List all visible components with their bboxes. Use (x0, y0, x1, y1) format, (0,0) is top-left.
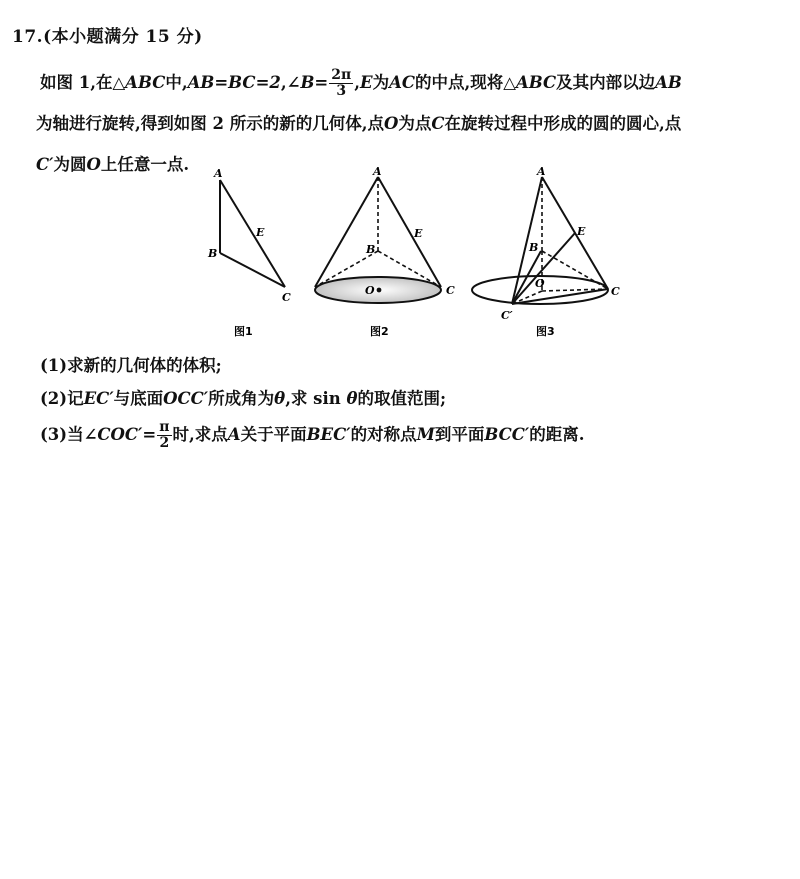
plane-bec-prime: BEC′ (306, 425, 351, 444)
fraction-denominator: 2 (159, 435, 170, 451)
fig1-label-e: E (256, 226, 265, 239)
fig3-label-e: E (577, 225, 586, 238)
q3-text: 关于平面 (240, 425, 307, 444)
plane-occ-prime: OCC′ (163, 389, 209, 408)
fig2-label-e: E (414, 227, 423, 240)
equation-ab-bc: AB=BC=2 (187, 73, 281, 92)
fig3-label-b: B (529, 241, 539, 254)
fig2-label-a: A (373, 165, 382, 178)
fig3-caption: 图3 (536, 325, 555, 338)
fig3-label-c-prime: C′ (501, 309, 513, 322)
segment-ac: AC (389, 73, 415, 92)
fraction-numerator: 2π (331, 67, 352, 83)
fig3-label-c: C (611, 285, 620, 298)
q3-text: 的距离. (529, 425, 585, 444)
intro-text: 为圆 (53, 155, 87, 174)
q2-text: ,求 sin (285, 389, 341, 408)
fig1-label-b: B (208, 247, 218, 260)
fraction-2pi-3 (329, 68, 353, 99)
fig1-label-a: A (214, 167, 223, 180)
q2-text: 的取值范围; (357, 389, 447, 408)
intro-line-2 (36, 103, 788, 144)
segment-ec-prime: EC′ (83, 389, 114, 408)
intro-text: 中, (165, 73, 188, 92)
angle-b: B (300, 73, 315, 92)
fraction-denominator: 3 (336, 83, 347, 99)
question-3 (40, 420, 584, 451)
q2-text: 所成角为 (208, 389, 275, 408)
point-c-prime: C′ (36, 155, 54, 174)
angle-coc-prime: COC′ (97, 425, 143, 444)
fig2-label-c: C (446, 284, 455, 297)
figure-2 (315, 177, 441, 303)
intro-text: 的中点,现将△ (415, 73, 516, 92)
point-o: O (86, 155, 101, 174)
point-e: E (359, 73, 373, 92)
figures (190, 165, 640, 345)
intro-line-1 (40, 62, 788, 103)
q2-text: (2)记 (40, 389, 84, 408)
segment-ab: AB (655, 73, 682, 92)
fig3-label-o: O (535, 277, 545, 290)
plane-bcc-prime: BCC′ (484, 425, 530, 444)
angle-theta: θ (274, 389, 286, 408)
triangle-abc: ABC (125, 73, 166, 92)
point-m: M (416, 425, 435, 444)
question-2 (40, 385, 446, 409)
intro-text: 及其内部以边 (556, 73, 656, 92)
point-c: C (431, 114, 445, 133)
point-a: A (227, 425, 241, 444)
fig2-label-b: B (366, 243, 376, 256)
intro-text: 在旋转过程中形成的圆的圆心,点 (444, 114, 682, 133)
problem-header: 17.(本小题满分 15 分) (12, 27, 203, 47)
q3-text: 到平面 (434, 425, 485, 444)
intro-text: 如图 1,在△ (40, 73, 126, 92)
q3-text: = (142, 425, 157, 444)
fig1-caption: 图1 (234, 325, 253, 338)
fig2-label-o: O (365, 284, 375, 297)
fraction-pi-2 (157, 420, 171, 451)
triangle-abc: ABC (515, 73, 557, 92)
q3-text: 的对称点 (350, 425, 417, 444)
q3-text: (3)当∠ (40, 425, 98, 444)
angle-theta: θ (346, 389, 358, 408)
question-1: (1)求新的几何体的体积; (40, 356, 222, 375)
point-o: O (383, 114, 399, 133)
figure-1 (220, 180, 285, 287)
intro-text: ,∠ (280, 73, 301, 92)
fig1-label-c: C (282, 291, 291, 304)
fraction-numerator: π (159, 419, 170, 435)
fig3-label-a: A (537, 165, 546, 178)
fig2-point-o (377, 288, 382, 293)
q3-text: 时,求点 (172, 425, 228, 444)
figures-svg (190, 165, 640, 345)
intro-text: 为 (372, 73, 390, 92)
fig2-caption: 图2 (370, 325, 389, 338)
intro-text: 上任意一点. (100, 155, 190, 174)
intro-text: , (354, 73, 360, 92)
q2-text: 与底面 (113, 389, 164, 408)
intro-text: = (314, 73, 329, 92)
intro-text: 为轴进行旋转,得到如图 2 所示的新的几何体,点 (36, 114, 384, 133)
fig2-edge-left (315, 177, 378, 287)
intro-text: 为点 (398, 114, 432, 133)
fig2-edge-right (378, 177, 441, 287)
